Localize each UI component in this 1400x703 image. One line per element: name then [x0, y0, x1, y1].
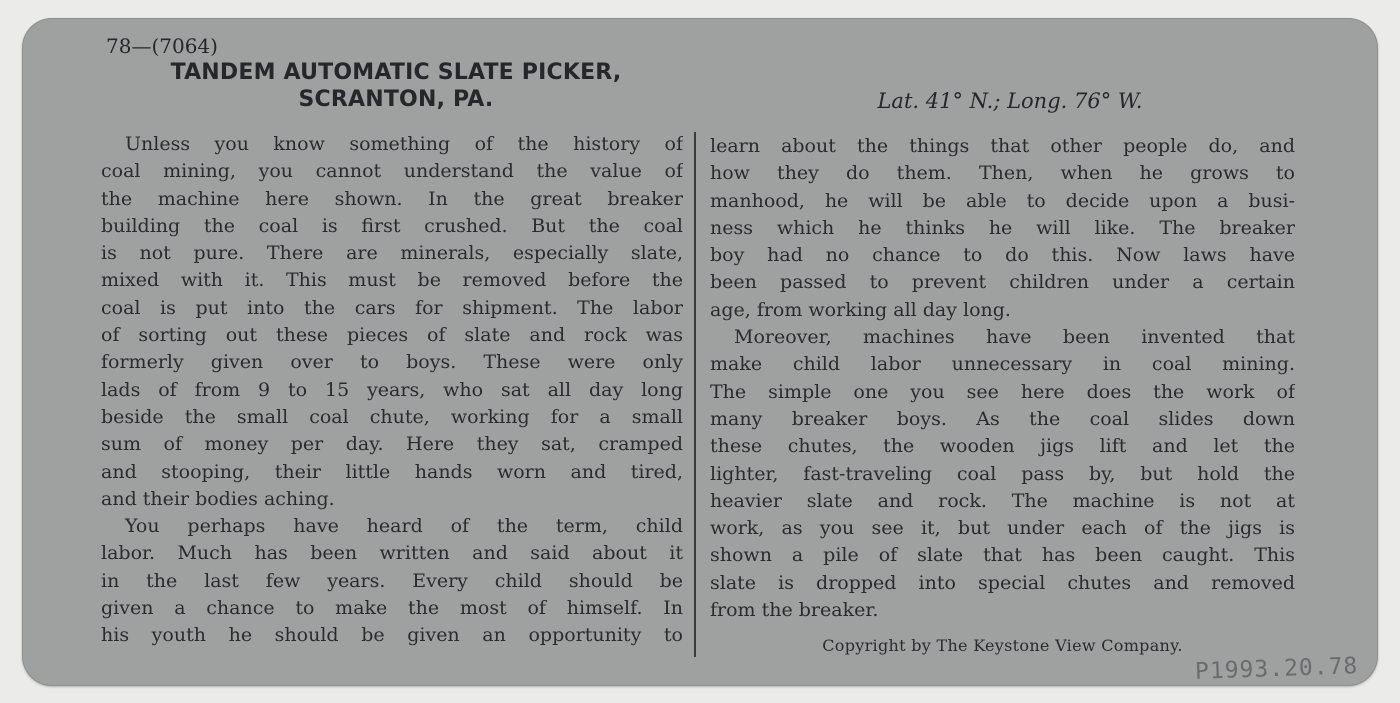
- text-line: labor. Much has been written and said about it: [101, 542, 683, 565]
- text-line: his youth he should be given an opportunity to: [101, 624, 683, 647]
- text-line: formerly given over to boys. These were only: [101, 351, 683, 374]
- text-line: You perhaps have heard of the term, child: [125, 515, 683, 538]
- text-line: many breaker boys. As the coal slides down: [710, 407, 1295, 430]
- text-line: coal mining, you cannot understand the value of: [101, 160, 683, 183]
- text-line: lads of from 9 to 15 years, who sat all day long: [101, 378, 683, 401]
- text-line: Unless you know something of the history of: [125, 133, 683, 155]
- text-column-left: [101, 131, 683, 650]
- text-line: age, from working all day long.: [710, 298, 1011, 321]
- text-line: heavier slate and rock. The machine is not at: [710, 489, 1295, 512]
- text-line: of sorting out these pieces of slate and rock was: [101, 324, 683, 347]
- card-title-line-2: SCRANTON, PA.: [298, 87, 494, 112]
- text-line: shown a pile of slate that has been caught. This: [710, 544, 1295, 567]
- text-line: lighter, fast-traveling coal pass by, but hold the: [710, 462, 1295, 485]
- card-number: 78—(7064): [106, 34, 218, 58]
- text-line: been passed to prevent children under a certain: [710, 271, 1295, 294]
- text-line: given a chance to make the most of himself. In: [101, 597, 683, 620]
- text-line: and their bodies aching.: [101, 487, 335, 510]
- text-line: from the breaker.: [710, 599, 879, 622]
- text-line: coal is put into the cars for shipment. The labor: [101, 296, 683, 319]
- text-line: the machine here shown. In the great breaker: [101, 187, 683, 210]
- text-line: slate is dropped into special chutes and removed: [710, 571, 1295, 594]
- text-line: sum of money per day. Here they sat, cramped: [101, 433, 683, 456]
- text-column-right: [710, 133, 1295, 624]
- text-line: how they do them. Then, when he grows to: [710, 162, 1295, 185]
- text-line: learn about the things that other people do, and: [710, 135, 1295, 157]
- text-line: beside the small coal chute, working for a small: [101, 405, 683, 428]
- text-line: manhood, he will be able to decide upon a busi-: [710, 189, 1295, 212]
- text-line: mixed with it. This must be removed before the: [101, 269, 683, 292]
- column-divider: [694, 132, 696, 657]
- text-line: is not pure. There are minerals, especially slate,: [101, 242, 683, 265]
- card-title-line-1: TANDEM AUTOMATIC SLATE PICKER,: [170, 60, 622, 85]
- location-coordinates: Lat. 41° N.; Long. 76° W.: [877, 89, 1143, 113]
- text-line: these chutes, the wooden jigs lift and let the: [710, 435, 1295, 458]
- text-line: and stooping, their little hands worn and tired,: [101, 460, 683, 483]
- text-line: boy had no chance to do this. Now laws have: [710, 244, 1295, 267]
- text-line: work, as you see it, but under each of the jigs is: [710, 517, 1295, 540]
- text-line: in the last few years. Every child should be: [101, 569, 683, 592]
- text-line: make child labor unnecessary in coal mining.: [710, 353, 1295, 376]
- text-line: building the coal is first crushed. But the coal: [101, 214, 683, 237]
- card-title: [88, 59, 704, 113]
- text-line: ness which he thinks he will like. The breaker: [710, 216, 1295, 239]
- catalog-number-handwritten: P1993.20.78: [1194, 653, 1359, 685]
- text-line: Moreover, machines have been invented that: [734, 326, 1295, 349]
- copyright-notice: Copyright by The Keystone View Company.: [822, 636, 1183, 655]
- text-line: The simple one you see here does the work of: [710, 380, 1295, 403]
